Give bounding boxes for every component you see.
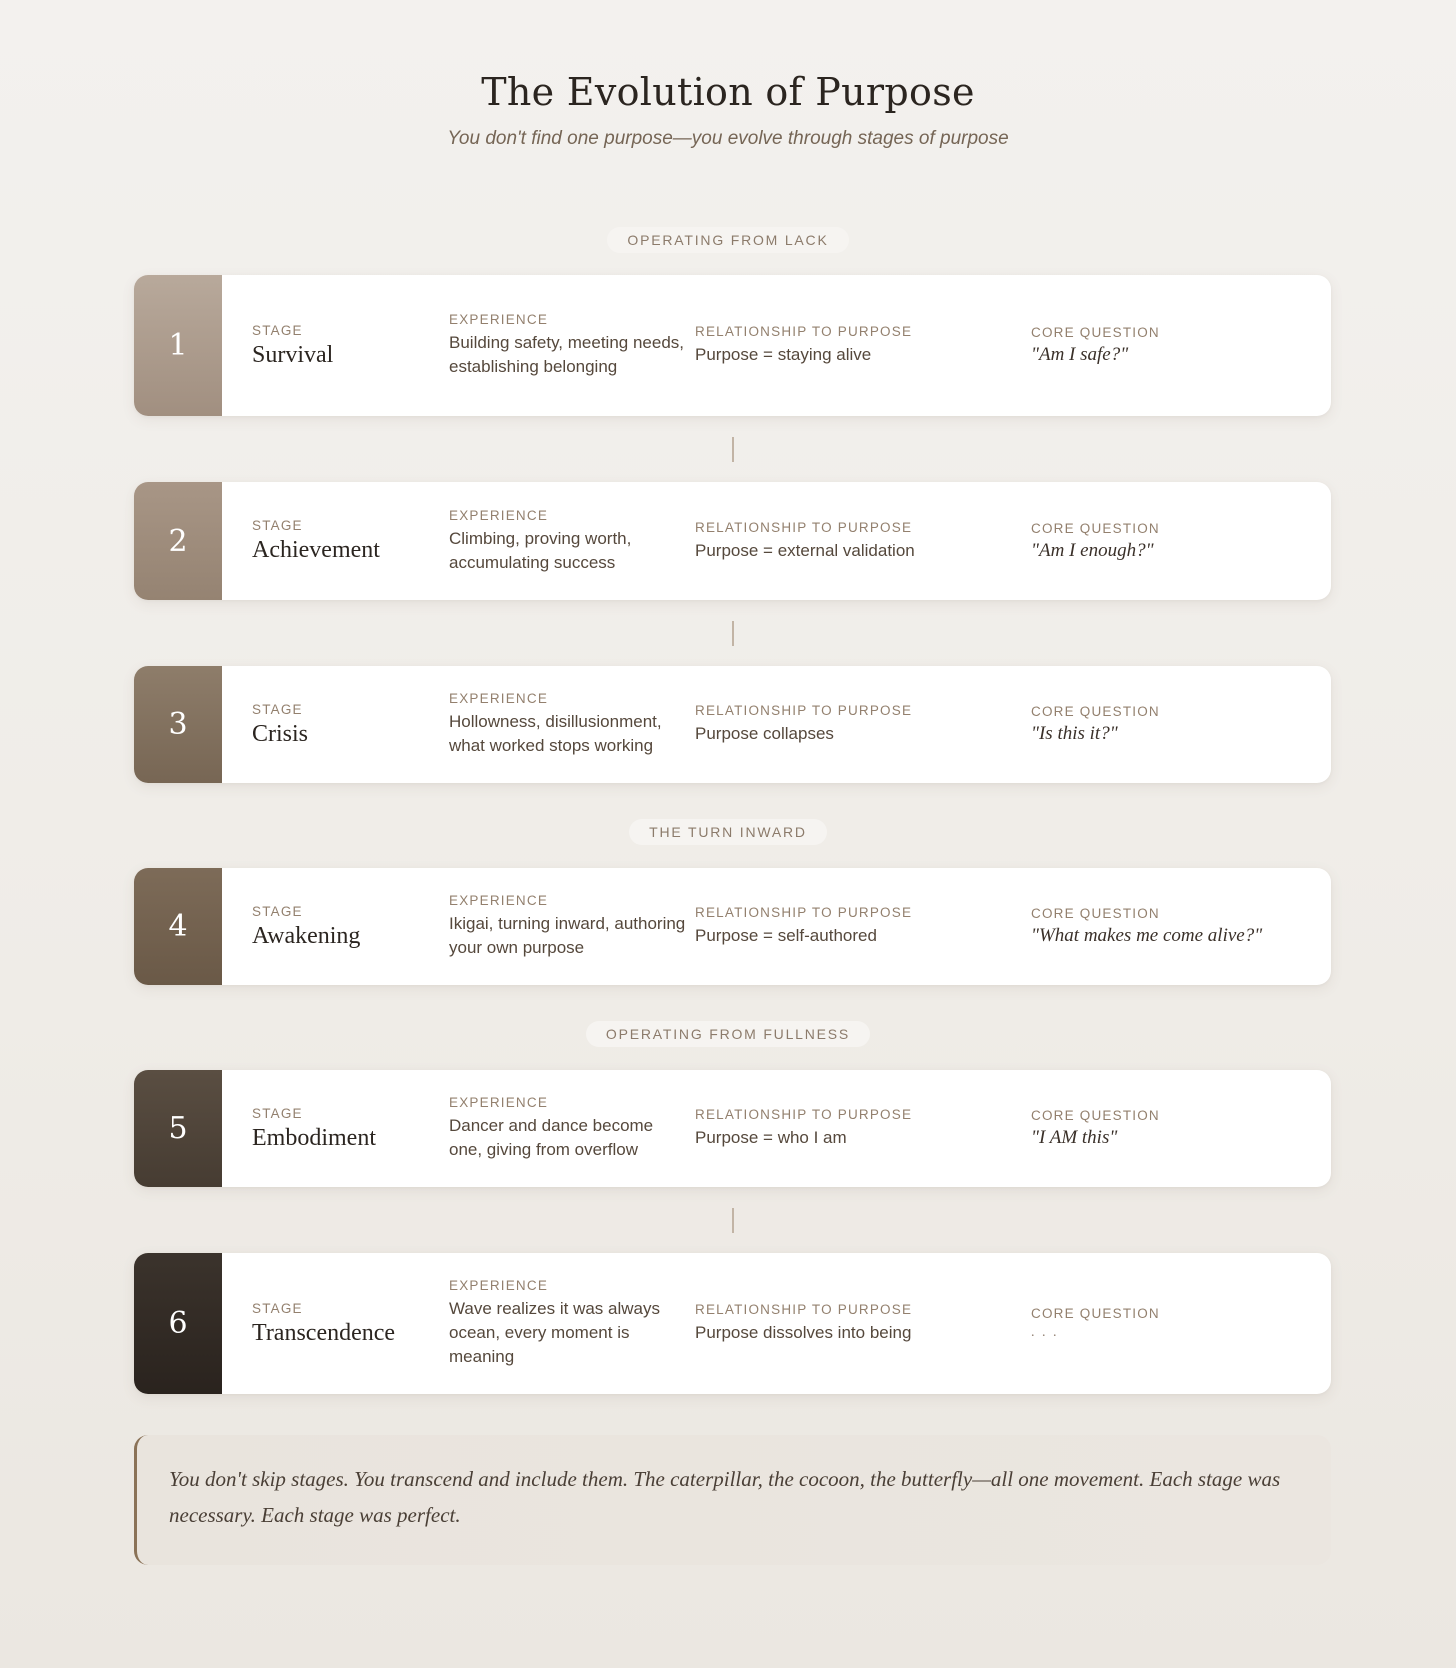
- core-question-column: [1031, 868, 1321, 985]
- stage-number-badge: [134, 868, 222, 985]
- relationship-text: Purpose = who I am: [695, 1128, 847, 1147]
- page-subtitle: You don't find one purpose—you evolve through stages of purpose: [447, 128, 1009, 149]
- core-question-label: CORE QUESTION: [1031, 325, 1160, 340]
- stage-name: Crisis: [252, 720, 309, 747]
- stage-card-6: [134, 1253, 1331, 1394]
- connector-line: [732, 1208, 734, 1233]
- relationship-column: [695, 1253, 1015, 1394]
- core-question-text: "What makes me come alive?": [1031, 925, 1263, 946]
- core-question-column: [1031, 1253, 1321, 1394]
- stage-number-badge: [134, 1253, 222, 1394]
- relationship-label: RELATIONSHIP TO PURPOSE: [695, 1107, 913, 1122]
- stage-number: 4: [168, 909, 188, 944]
- relationship-text: Purpose dissolves into being: [695, 1323, 912, 1342]
- stage-name: Embodiment: [252, 1124, 376, 1151]
- core-question-column: [1031, 1070, 1321, 1187]
- core-question-label: CORE QUESTION: [1031, 520, 1160, 536]
- relationship-column: [695, 275, 1015, 416]
- stage-number-badge: [134, 482, 222, 600]
- header: [0, 70, 1456, 150]
- stage-card-3: [134, 666, 1331, 783]
- experience-label: EXPERIENCE: [449, 893, 549, 908]
- closing-quote-text: You don't skip stages. You transcend and include them. The caterpillar, the cocoon, the butterfly—all one movement. Each stage was necessary. Each stage was perfect.: [169, 1467, 1281, 1527]
- relationship-column: [695, 482, 1015, 600]
- stage-card-2: [134, 482, 1331, 600]
- stage-number-badge: [134, 666, 222, 783]
- experience-column: [449, 275, 689, 416]
- stage-card-1: [134, 275, 1331, 416]
- stage-number-badge: [134, 275, 222, 416]
- relationship-label: RELATIONSHIP TO PURPOSE: [695, 1302, 913, 1317]
- relationship-label: RELATIONSHIP TO PURPOSE: [695, 519, 913, 535]
- core-question-label: CORE QUESTION: [1031, 1108, 1160, 1123]
- relationship-text: Purpose = self-authored: [695, 926, 877, 945]
- connector-line: [732, 437, 734, 462]
- experience-text: Dancer and dance become one, giving from overflow: [449, 1116, 654, 1159]
- experience-label: EXPERIENCE: [449, 1278, 549, 1293]
- stage-label: STAGE: [252, 518, 303, 533]
- core-question-column: [1031, 275, 1321, 416]
- phase-label-text: THE TURN INWARD: [629, 819, 827, 845]
- experience-column: [449, 666, 689, 783]
- connector-line: [732, 621, 734, 646]
- stage-column: [252, 666, 442, 783]
- core-question-label: CORE QUESTION: [1031, 704, 1160, 719]
- stage-column: [252, 1253, 442, 1394]
- core-question-column: [1031, 482, 1321, 600]
- phase-label-text: OPERATING FROM FULLNESS: [586, 1021, 870, 1047]
- stage-name: Awakening: [252, 922, 361, 949]
- stage-label: STAGE: [252, 1105, 303, 1121]
- experience-label: EXPERIENCE: [449, 691, 549, 706]
- stage-name: Transcendence: [252, 1319, 396, 1346]
- core-question-text: . . .: [1031, 1325, 1059, 1340]
- closing-quote: [134, 1435, 1331, 1565]
- relationship-text: Purpose = staying alive: [695, 345, 872, 364]
- core-question-text: "Am I safe?": [1031, 344, 1129, 365]
- relationship-text: Purpose collapses: [695, 724, 834, 743]
- experience-text: Wave realizes it was always ocean, every moment is meaning: [449, 1299, 660, 1366]
- stage-column: [252, 482, 442, 600]
- experience-column: [449, 868, 689, 985]
- core-question-text: "Am I enough?": [1031, 539, 1154, 561]
- stage-number: 6: [168, 1306, 188, 1341]
- experience-text: Climbing, proving worth, accumulating success: [449, 528, 632, 572]
- relationship-label: RELATIONSHIP TO PURPOSE: [695, 324, 913, 339]
- stage-number: 1: [168, 328, 188, 363]
- relationship-column: [695, 868, 1015, 985]
- stage-label: STAGE: [252, 701, 303, 717]
- core-question-column: [1031, 666, 1321, 783]
- phase-label-lack: [0, 227, 1456, 253]
- phase-label-fullness: [0, 1021, 1456, 1047]
- experience-column: [449, 482, 689, 600]
- relationship-label: RELATIONSHIP TO PURPOSE: [695, 703, 913, 718]
- experience-label: EXPERIENCE: [449, 312, 549, 327]
- relationship-column: [695, 666, 1015, 783]
- stage-card-4: [134, 868, 1331, 985]
- stage-name: Survival: [252, 341, 334, 368]
- experience-label: EXPERIENCE: [449, 1095, 549, 1110]
- experience-text: Hollowness, disillusionment, what worked stops working: [449, 712, 662, 755]
- stage-label: STAGE: [252, 322, 303, 338]
- stage-name: Achievement: [252, 537, 380, 563]
- stage-label: STAGE: [252, 903, 303, 919]
- stage-number: 2: [168, 523, 188, 559]
- page-title: The Evolution of Purpose: [481, 70, 975, 114]
- core-question-text: "Is this it?": [1031, 723, 1118, 744]
- experience-column: [449, 1253, 689, 1394]
- stage-card-5: [134, 1070, 1331, 1187]
- core-question-text: "I AM this": [1031, 1127, 1118, 1148]
- experience-text: Ikigai, turning inward, authoring your own purpose: [449, 914, 686, 957]
- phase-label-text: OPERATING FROM LACK: [607, 227, 848, 253]
- relationship-label: RELATIONSHIP TO PURPOSE: [695, 905, 913, 920]
- relationship-text: Purpose = external validation: [695, 540, 915, 560]
- stage-number: 5: [168, 1111, 188, 1146]
- stage-number-badge: [134, 1070, 222, 1187]
- core-question-label: CORE QUESTION: [1031, 1306, 1160, 1321]
- stage-column: [252, 1070, 442, 1187]
- stage-column: [252, 868, 442, 985]
- core-question-label: CORE QUESTION: [1031, 906, 1160, 921]
- relationship-column: [695, 1070, 1015, 1187]
- stage-column: [252, 275, 442, 416]
- experience-text: Building safety, meeting needs, establishing belonging: [449, 333, 684, 376]
- phase-label-turn-inward: [0, 819, 1456, 845]
- stage-number: 3: [168, 707, 188, 742]
- experience-label: EXPERIENCE: [449, 507, 549, 523]
- stage-label: STAGE: [252, 1300, 303, 1316]
- experience-column: [449, 1070, 689, 1187]
